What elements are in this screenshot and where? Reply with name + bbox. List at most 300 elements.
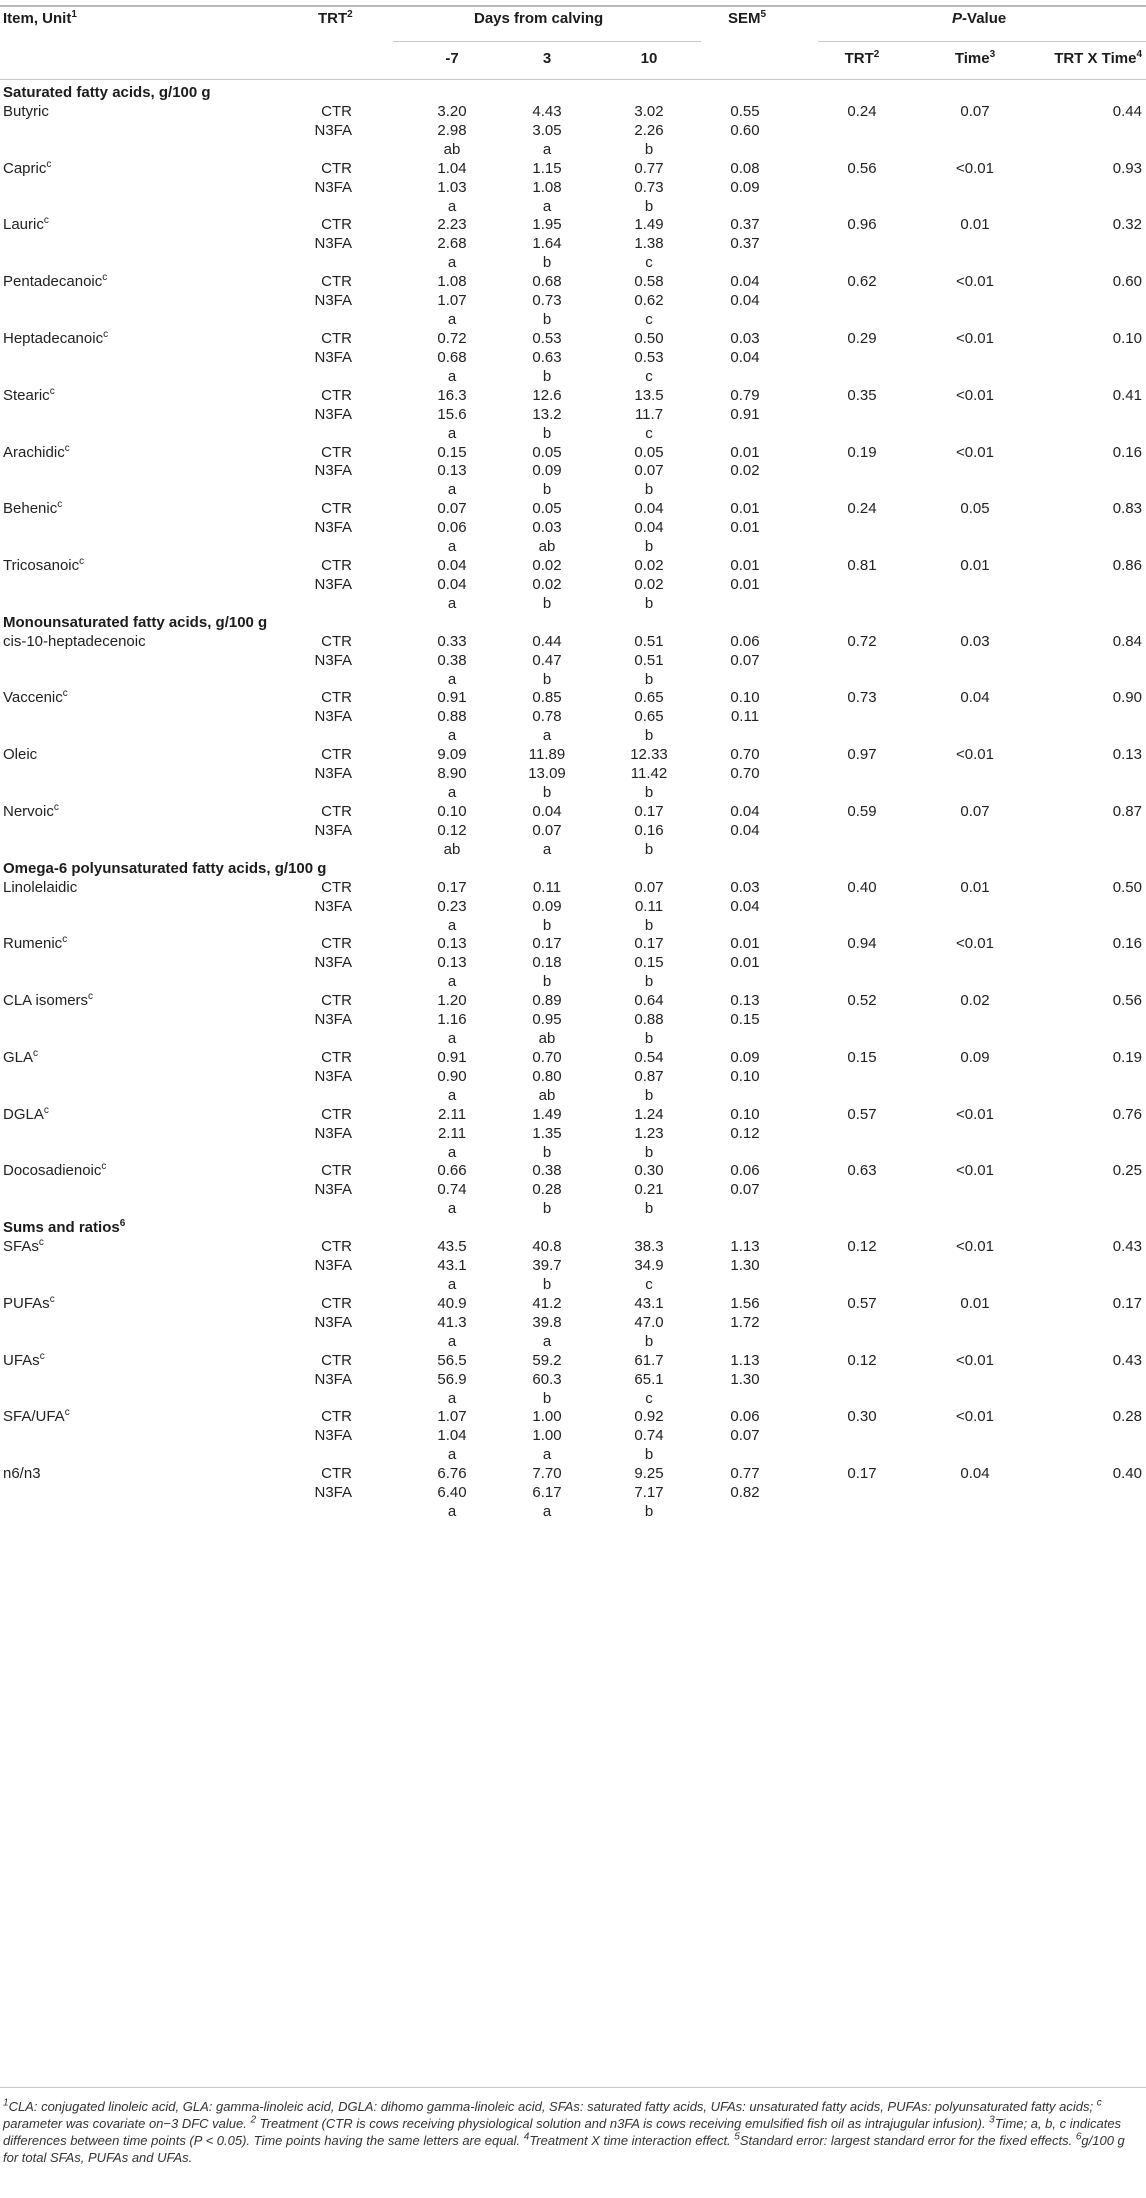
row-trt-n3fa: N3FA	[314, 178, 352, 196]
cell-letter: b	[542, 670, 552, 688]
cell-p-value: 0.24	[847, 102, 877, 120]
footnote-text: CLA: conjugated linoleic acid, GLA: gamma-linoleic acid, DGLA: dihomo gamma-linoleic acid, SFAs: saturated fatty acids, UFAs: unsaturated fatty acids, PUFAs: polyunsaturated fatty acids;	[8, 2099, 1097, 2114]
cell-n3fa-sem: 0.10	[730, 1067, 760, 1085]
cell-letter: b	[542, 973, 552, 991]
cell-p-value: 0.04	[960, 1465, 990, 1483]
cell-ctr-value: 0.51	[634, 632, 664, 650]
cell-letter: a	[447, 424, 457, 442]
header-day-1: -7	[445, 50, 459, 67]
cell-ctr-sem: 0.03	[730, 330, 760, 347]
cell-p-value: 0.44	[1112, 102, 1142, 120]
cell-ctr-value: 0.30	[634, 1162, 664, 1180]
cell-ctr-value: 0.05	[532, 500, 562, 518]
cell-ctr-value: 2.23	[437, 216, 467, 234]
cell-p-value: 0.01	[960, 878, 990, 896]
row-trt-n3fa: N3FA	[314, 651, 352, 669]
cell-letter: a	[447, 538, 457, 556]
cell-letter: b	[542, 424, 552, 442]
cell-p-value: 0.57	[847, 1294, 877, 1312]
cell-ctr-value: 43.1	[634, 1294, 664, 1312]
cell-letter: b	[644, 1446, 654, 1464]
row-trt-ctr: CTR	[321, 1351, 352, 1369]
header-item: Item, Unit$^1$	[3, 9, 77, 27]
cell-n3fa-value: 11.42	[630, 765, 668, 783]
cell-letter: b	[644, 784, 654, 801]
cell-letter: a	[447, 594, 457, 612]
cell-letter: c	[645, 1389, 653, 1407]
cell-n3fa-value: 0.07	[532, 821, 562, 839]
row-item-name: Vaccenic$^c$	[3, 688, 68, 707]
cell-p-value: 0.12	[847, 1238, 877, 1256]
cell-letter: a	[447, 1200, 457, 1218]
footnote-text: parameter was covariate on−3 DFC value.	[3, 2116, 251, 2131]
row-trt-n3fa: N3FA	[314, 1011, 352, 1029]
cell-n3fa-value: 0.88	[437, 708, 467, 726]
cell-p-value: 0.73	[847, 689, 877, 707]
row-trt-ctr: CTR	[321, 500, 352, 518]
section-title: Omega-6 polyunsaturated fatty acids, g/100 g	[3, 859, 327, 877]
cell-ctr-value: 0.68	[532, 273, 562, 291]
row-trt-ctr: CTR	[321, 878, 352, 896]
cell-ctr-sem: 1.13	[730, 1351, 760, 1369]
row-trt-ctr: CTR	[321, 443, 352, 461]
bottom-rule	[0, 2087, 1146, 2088]
row-trt-ctr: CTR	[321, 1408, 352, 1426]
cell-p-value: 0.28	[1112, 1408, 1142, 1426]
cell-ctr-value: 3.02	[634, 102, 664, 120]
cell-ctr-value: 0.72	[437, 330, 467, 347]
cell-p-value: 0.50	[1112, 878, 1142, 896]
row-trt-n3fa: N3FA	[314, 765, 352, 783]
cell-n3fa-value: 1.07	[437, 292, 467, 310]
cell-p-value: 0.35	[847, 386, 877, 404]
cell-p-value: 0.15	[847, 1048, 877, 1066]
cell-n3fa-value: 0.15	[634, 954, 664, 972]
cell-letter: a	[447, 916, 457, 934]
cell-n3fa-value: 0.13	[437, 462, 467, 480]
cell-ctr-value: 13.5	[634, 386, 664, 404]
cell-ctr-value: 0.05	[634, 443, 664, 461]
cell-p-value: <0.01	[956, 443, 994, 461]
cell-p-value: 0.40	[1112, 1465, 1142, 1483]
row-item-name: Tricosanoic$^c$	[3, 556, 85, 574]
cell-n3fa-sem: 0.91	[730, 405, 760, 423]
cell-ctr-value: 12.6	[532, 386, 562, 404]
cell-p-value: 0.10	[1112, 330, 1142, 347]
cell-ctr-sem: 0.06	[730, 632, 760, 650]
cell-ctr-value: 0.17	[634, 803, 664, 820]
row-trt-n3fa: N3FA	[314, 1370, 352, 1388]
cell-letter: a	[447, 1030, 457, 1047]
cell-letter: b	[542, 784, 552, 801]
cell-letter: ab	[538, 1086, 556, 1104]
row-trt-n3fa: N3FA	[314, 1181, 352, 1199]
row-trt-n3fa: N3FA	[314, 1484, 352, 1502]
cell-p-value: 0.01	[960, 1294, 990, 1312]
cell-n3fa-value: 0.47	[532, 651, 562, 669]
cell-n3fa-sem: 0.37	[730, 235, 760, 253]
row-trt-ctr: CTR	[321, 689, 352, 707]
header-p-trt: TRT$^2$	[844, 49, 880, 67]
cell-ctr-value: 0.50	[634, 330, 664, 347]
cell-letter: b	[644, 197, 654, 215]
row-trt-n3fa: N3FA	[314, 292, 352, 310]
cell-p-value: 0.19	[1112, 1048, 1142, 1066]
cell-letter: c	[645, 254, 653, 272]
cell-p-value: <0.01	[956, 1162, 994, 1180]
cell-letter: ab	[538, 538, 556, 556]
cell-n3fa-value: 1.08	[532, 178, 562, 196]
cell-ctr-sem: 0.10	[730, 689, 760, 707]
cell-p-value: 0.97	[847, 746, 877, 764]
cell-n3fa-value: 1.38	[634, 235, 664, 253]
cell-letter: b	[644, 538, 654, 556]
row-item-name: SFAs$^c$	[3, 1237, 44, 1256]
cell-n3fa-value: 0.53	[634, 348, 664, 366]
cell-ctr-sem: 0.37	[730, 216, 760, 234]
cell-letter: a	[447, 367, 457, 385]
cell-p-value: 0.43	[1112, 1351, 1142, 1369]
cell-n3fa-sem: 0.09	[730, 178, 760, 196]
row-item-name: Butyric	[3, 102, 49, 120]
cell-letter: a	[447, 670, 457, 688]
row-trt-n3fa: N3FA	[314, 1067, 352, 1085]
cell-n3fa-value: 8.90	[437, 765, 467, 783]
cell-n3fa-sem: 1.30	[730, 1370, 760, 1388]
row-item-name: DGLA$^c$	[3, 1104, 49, 1123]
cell-p-value: 0.17	[847, 1465, 877, 1483]
row-item-name: Nervoic$^c$	[3, 802, 59, 820]
cell-p-value: 0.94	[847, 935, 877, 953]
row-trt-n3fa: N3FA	[314, 519, 352, 537]
row-trt-n3fa: N3FA	[314, 121, 352, 139]
cell-letter: b	[644, 1332, 654, 1350]
cell-n3fa-value: 41.3	[437, 1313, 467, 1331]
cell-ctr-sem: 0.06	[730, 1408, 760, 1426]
cell-ctr-value: 0.33	[437, 632, 467, 650]
cell-n3fa-sem: 0.07	[730, 1427, 760, 1445]
cell-ctr-sem: 0.09	[730, 1048, 760, 1066]
cell-p-value: 0.86	[1112, 557, 1142, 574]
cell-p-value: 0.59	[847, 803, 877, 820]
row-item-name: Arachidic$^c$	[3, 442, 70, 461]
cell-p-value: <0.01	[956, 1408, 994, 1426]
cell-p-value: 0.72	[847, 632, 877, 650]
cell-n3fa-value: 1.64	[532, 235, 562, 253]
header-sem: SEM$^5$	[728, 9, 767, 27]
cell-p-value: <0.01	[956, 386, 994, 404]
cell-n3fa-value: 0.04	[634, 519, 664, 537]
cell-p-value: 0.03	[960, 632, 990, 650]
cell-n3fa-value: 0.63	[532, 348, 562, 366]
cell-ctr-value: 0.02	[634, 557, 664, 574]
header-p-interaction: TRT X Time$^4$	[1054, 49, 1142, 67]
cell-ctr-value: 1.04	[437, 159, 467, 177]
footnote-text: g/100 g for total SFAs, PUFAs and UFAs.	[3, 2133, 1125, 2165]
cell-p-value: 0.93	[1112, 159, 1142, 177]
cell-letter: a	[542, 140, 552, 158]
footnote-text: Time; a, b, c indicates differences between time points (P < 0.05). Time points having the same letters are equal.	[3, 2116, 1122, 2148]
row-trt-ctr: CTR	[321, 273, 352, 291]
row-item-name: Rumenic$^c$	[3, 934, 68, 953]
cell-p-value: <0.01	[956, 1238, 994, 1256]
row-trt-ctr: CTR	[321, 159, 352, 177]
cell-letter: b	[542, 481, 552, 499]
cell-n3fa-value: 1.04	[437, 1427, 467, 1445]
cell-n3fa-sem: 0.01	[730, 575, 760, 593]
cell-n3fa-value: 2.11	[437, 1124, 467, 1142]
cell-ctr-value: 1.20	[437, 992, 467, 1010]
cell-n3fa-value: 1.23	[634, 1124, 664, 1142]
cell-n3fa-sem: 0.04	[730, 292, 760, 310]
cell-letter: b	[542, 254, 552, 272]
header-day-2: 3	[542, 50, 552, 67]
cell-letter: c	[645, 311, 653, 328]
cell-p-value: 0.17	[1112, 1294, 1142, 1312]
cell-p-value: <0.01	[956, 159, 994, 177]
cell-p-value: 0.41	[1112, 386, 1142, 404]
cell-p-value: 0.07	[960, 102, 990, 120]
cell-ctr-value: 0.04	[634, 500, 664, 518]
cell-p-value: <0.01	[956, 935, 994, 953]
cell-letter: b	[644, 973, 654, 991]
cell-letter: b	[644, 1030, 654, 1047]
cell-n3fa-value: 0.78	[532, 708, 562, 726]
header-day-3: 10	[640, 50, 658, 67]
cell-letter: b	[644, 1200, 654, 1218]
row-item-name: Docosadienoic$^c$	[3, 1161, 107, 1180]
cell-ctr-value: 12.33	[630, 746, 668, 764]
cell-ctr-value: 1.95	[532, 216, 562, 234]
cell-p-value: 0.01	[960, 557, 990, 574]
cell-ctr-value: 4.43	[532, 102, 562, 120]
cell-n3fa-value: 0.51	[634, 651, 664, 669]
cell-n3fa-value: 0.65	[634, 708, 664, 726]
cell-n3fa-sem: 0.01	[730, 954, 760, 972]
cell-letter: a	[447, 1276, 457, 1293]
footnote-marker: 2	[250, 2114, 257, 2126]
header-days-group: Days from calving	[474, 10, 604, 27]
cell-letter: a	[447, 254, 457, 272]
cell-p-value: 0.43	[1112, 1238, 1142, 1256]
cell-ctr-value: 0.91	[437, 1048, 467, 1066]
cell-ctr-value: 2.11	[437, 1105, 467, 1123]
cell-ctr-value: 38.3	[634, 1238, 664, 1256]
cell-ctr-value: 0.70	[532, 1048, 562, 1066]
cell-n3fa-value: 0.11	[634, 897, 664, 915]
row-item-name: Linolelaidic	[3, 878, 78, 896]
cell-n3fa-sem: 0.04	[730, 348, 760, 366]
cell-ctr-value: 9.09	[437, 746, 467, 764]
cell-p-value: 0.81	[847, 557, 877, 574]
cell-n3fa-value: 0.28	[532, 1181, 562, 1199]
cell-ctr-value: 7.70	[532, 1465, 562, 1483]
cell-p-value: 0.25	[1112, 1162, 1142, 1180]
row-trt-n3fa: N3FA	[314, 575, 352, 593]
cell-n3fa-value: 43.1	[437, 1257, 467, 1274]
cell-ctr-value: 56.5	[437, 1351, 467, 1369]
cell-n3fa-value: 0.02	[532, 575, 562, 593]
row-trt-n3fa: N3FA	[314, 897, 352, 915]
cell-n3fa-value: 1.16	[437, 1011, 467, 1029]
cell-p-value: 0.83	[1112, 500, 1142, 518]
cell-n3fa-value: 0.09	[532, 462, 562, 480]
cell-p-value: 0.07	[960, 803, 990, 820]
footnote-text: Treatment (CTR is cows receiving physiological solution and n3FA is cows receiving emulsified fish oil as intrajugular infusion).	[256, 2116, 990, 2131]
cell-ctr-value: 11.89	[528, 746, 566, 764]
cell-n3fa-sem: 0.60	[730, 121, 760, 139]
cell-ctr-value: 0.77	[634, 159, 664, 177]
header-trt: TRT$^2$	[318, 9, 353, 27]
section-title: Sums and ratios$^6$	[3, 1218, 126, 1237]
cell-ctr-value: 0.07	[437, 500, 467, 518]
cell-p-value: 0.13	[1112, 746, 1142, 764]
cell-n3fa-value: 6.17	[532, 1484, 562, 1502]
row-trt-n3fa: N3FA	[314, 821, 352, 839]
cell-letter: ab	[443, 840, 461, 858]
cell-letter: b	[644, 140, 654, 158]
cell-letter: a	[542, 1446, 552, 1464]
cell-letter: b	[542, 1200, 552, 1218]
section-title: Monounsaturated fatty acids, g/100 g	[3, 613, 268, 631]
cell-letter: a	[542, 1503, 552, 1520]
cell-letter: b	[644, 670, 654, 688]
cell-p-value: <0.01	[956, 330, 994, 347]
top-rule	[0, 5, 1146, 7]
cell-letter: a	[447, 727, 457, 745]
cell-n3fa-value: 0.23	[437, 897, 467, 915]
cell-n3fa-value: 0.80	[532, 1067, 562, 1085]
cell-p-value: 0.40	[847, 878, 877, 896]
row-trt-ctr: CTR	[321, 1238, 352, 1256]
cell-p-value: 0.02	[960, 992, 990, 1010]
cell-ctr-sem: 0.08	[730, 159, 760, 177]
cell-ctr-sem: 0.01	[730, 935, 760, 953]
footnote-marker: 1	[3, 2097, 9, 2109]
cell-p-value: 0.76	[1112, 1105, 1142, 1123]
cell-n3fa-value: 0.07	[634, 462, 664, 480]
row-item-name: Behenic$^c$	[3, 499, 63, 518]
cell-p-value: 0.12	[847, 1351, 877, 1369]
cell-ctr-value: 1.49	[634, 216, 664, 234]
cell-letter: b	[542, 367, 552, 385]
row-item-name: Heptadecanoic$^c$	[3, 329, 109, 347]
cell-n3fa-value: 2.68	[437, 235, 467, 253]
cell-ctr-value: 0.17	[437, 878, 467, 896]
row-trt-n3fa: N3FA	[314, 405, 352, 423]
cell-p-value: 0.90	[1112, 689, 1142, 707]
cell-ctr-value: 0.11	[532, 878, 562, 896]
cell-ctr-value: 43.5	[437, 1238, 467, 1256]
header-rule	[0, 79, 1146, 80]
cell-n3fa-value: 0.68	[437, 348, 467, 366]
cell-letter: a	[447, 1389, 457, 1407]
cell-ctr-value: 0.04	[532, 803, 562, 820]
cell-ctr-value: 1.49	[532, 1105, 562, 1123]
cell-ctr-sem: 0.01	[730, 557, 760, 574]
row-item-name: CLA isomers$^c$	[3, 991, 94, 1010]
days-group-rule	[393, 41, 701, 42]
cell-letter: a	[447, 197, 457, 215]
cell-letter: a	[447, 481, 457, 499]
cell-letter: c	[645, 424, 653, 442]
cell-letter: b	[644, 727, 654, 745]
cell-n3fa-sem: 0.04	[730, 897, 760, 915]
cell-n3fa-value: 0.18	[532, 954, 562, 972]
row-item-name: Stearic$^c$	[3, 385, 55, 404]
cell-ctr-value: 0.66	[437, 1162, 467, 1180]
pvalue-group-rule	[818, 41, 1146, 42]
header-p-time: Time$^3$	[954, 49, 996, 67]
row-trt-ctr: CTR	[321, 102, 352, 120]
cell-letter: b	[644, 1143, 654, 1161]
cell-n3fa-value: 2.26	[634, 121, 664, 139]
cell-ctr-value: 41.2	[532, 1294, 562, 1312]
cell-letter: b	[542, 1389, 552, 1407]
cell-letter: a	[447, 1143, 457, 1161]
cell-letter: a	[447, 1503, 457, 1520]
cell-n3fa-sem: 0.15	[730, 1011, 760, 1029]
row-item-name: Pentadecanoic$^c$	[3, 272, 108, 291]
cell-n3fa-value: 7.17	[634, 1484, 664, 1502]
cell-n3fa-value: 56.9	[437, 1370, 467, 1388]
row-item-name: n6/n3	[3, 1465, 41, 1483]
cell-n3fa-sem: 1.72	[730, 1313, 760, 1331]
cell-p-value: 0.56	[847, 159, 877, 177]
cell-letter: ab	[443, 140, 461, 158]
footnote-text: Standard error: largest standard error for the fixed effects.	[739, 2133, 1076, 2148]
cell-ctr-value: 1.07	[437, 1408, 467, 1426]
row-trt-ctr: CTR	[321, 935, 352, 953]
cell-ctr-value: 1.15	[532, 159, 562, 177]
cell-p-value: 0.30	[847, 1408, 877, 1426]
row-trt-ctr: CTR	[321, 557, 352, 574]
cell-n3fa-value: 0.09	[532, 897, 562, 915]
cell-n3fa-value: 0.04	[437, 575, 467, 593]
cell-n3fa-value: 3.05	[532, 121, 562, 139]
row-trt-ctr: CTR	[321, 1048, 352, 1066]
footnote-marker: c	[1096, 2097, 1102, 2109]
cell-n3fa-sem: 0.82	[730, 1484, 760, 1502]
cell-n3fa-value: 34.9	[634, 1257, 664, 1274]
cell-ctr-sem: 0.55	[730, 102, 760, 120]
cell-n3fa-value: 1.00	[532, 1427, 562, 1445]
table-footnote	[3, 2098, 1141, 2166]
cell-letter: b	[542, 1143, 552, 1161]
cell-p-value: <0.01	[956, 746, 994, 764]
cell-ctr-sem: 0.04	[730, 273, 760, 291]
cell-ctr-value: 59.2	[532, 1351, 562, 1369]
cell-ctr-value: 0.38	[532, 1162, 562, 1180]
cell-letter: ab	[538, 1030, 556, 1047]
cell-n3fa-value: 0.62	[634, 292, 664, 310]
row-trt-ctr: CTR	[321, 1294, 352, 1312]
cell-ctr-value: 0.53	[532, 330, 562, 347]
cell-p-value: 0.57	[847, 1105, 877, 1123]
cell-n3fa-value: 47.0	[634, 1313, 664, 1331]
cell-letter: a	[542, 840, 552, 858]
row-trt-ctr: CTR	[321, 330, 352, 347]
cell-letter: b	[644, 916, 654, 934]
cell-p-value: 0.24	[847, 500, 877, 518]
row-trt-ctr: CTR	[321, 1162, 352, 1180]
cell-ctr-sem: 0.03	[730, 878, 760, 896]
row-trt-n3fa: N3FA	[314, 1427, 352, 1445]
footnote-marker: 3	[989, 2114, 995, 2126]
cell-ctr-sem: 0.77	[730, 1465, 760, 1483]
cell-n3fa-value: 11.7	[634, 405, 664, 423]
cell-ctr-value: 9.25	[634, 1465, 664, 1483]
